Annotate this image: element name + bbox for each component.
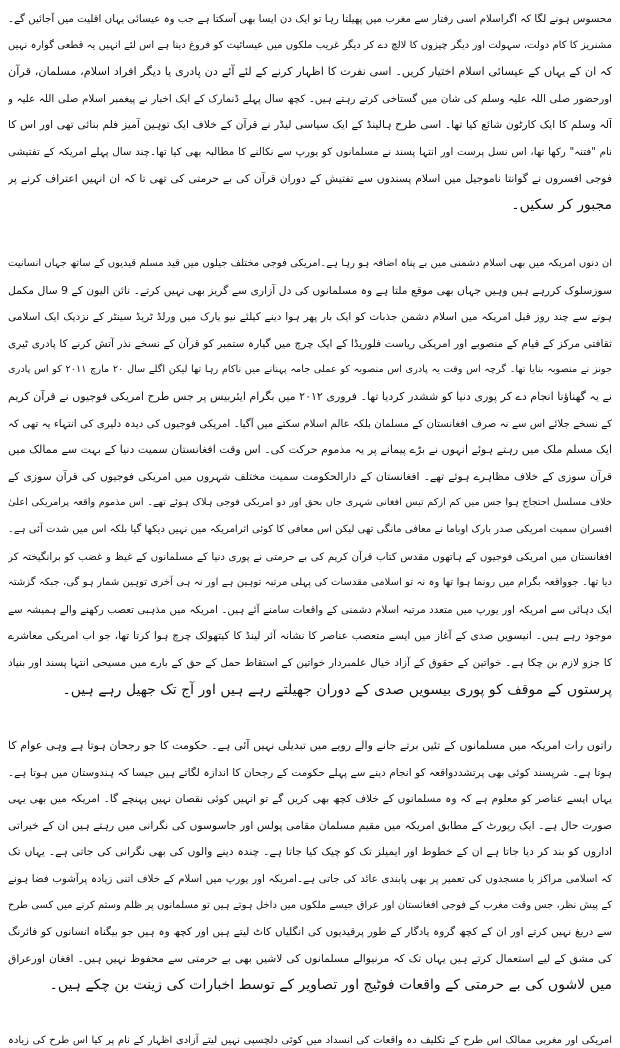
text-line: اداروں کو بند کر دیا جاتا ہے ان کے خطوط اور ایمیلز تک کو چیک کیا جاتا ہے۔ چندہ دینے والوں کی بھی نگرانی کی جاتی ہے۔ یہاں تک [8,845,612,859]
text-line: دیا تھا۔ جوواقعہ بگرام میں رونما ہوا تھا وہ نہ تو اسلامی مقدسات کی پہلی مرتبہ توہین ہے اور نہ ہی آخری توہین شمار ہو گی، جبکہ گزشتہ [8,577,612,589]
text-line: پرستوں کے موقف کو پوری بیسویں صدی کے دوران جھیلتے رہے ہیں اور آج تک جھیل رہے ہیں۔ [62,681,612,698]
paragraph-2 [8,251,612,703]
paragraph-4 [8,1028,612,1048]
text-line: اورحضور صلی اللہ علیہ وسلم کی شان میں گستاخی کرتے رہتے ہیں۔ کچھ سال پہلے ڈنمارک کے ایک اخبار نے پیغمبر اسلام صلی اللہ علیہ و [8,92,612,105]
text-line: مشنریز کا کام دولت، سہولت اور دیگر چیزوں کا لالچ دے کر دیگر غریب ملکوں میں عیسائیت کو فروغ دینا ہے اس لئے انہیں یہ قطعی گوارہ نہیں [8,39,612,51]
text-line: کے نسخے جلائے اس سے نہ صرف افغانستان کے مسلمان بلکہ عالم اسلام سکتے میں آگیا۔ امریکی فوجیوں کی دیدہ دلیری کی انتہاء یہ تھی کہ [8,417,612,430]
text-line: صورت حال ہے۔ ایک رپورٹ کے مطابق امریکہ میں مقیم مسلمان مقامی پولس اور جاسوسوں کی نگرانی میں رہتے ہیں ان کے خیراتی [8,818,612,832]
text-line: مجبور کر سکیں۔ [511,197,612,214]
text-line: ایک دہائی سے امریکہ اور یورپ میں متعدد مرتبہ اسلام دشمنی کے واقعات سامنے آئے ہیں۔ امریکہ میں مذہبی تعصب رکھنے والے ہمیشہ سے [8,603,612,616]
text-line: جونز نے منصوبہ بنایا تھا۔ گرچہ اس وقت یہ پادری اس منصوبہ کو عملی جامہ پہنانے میں ناکام رہا تھا لیکن اگلے سال ۲۰ مارچ ۲۰۱۱ کو اس پادری [8,364,612,376]
text-line: محسوس ہونے لگا کہ اگراسلام اسی رفتار سے مغرب میں پھیلتا رہا تو ایک دن ایسا بھی آسکتا ہے جب وہ عیسائی یہاں اقلیت میں آجائیں گے۔ [8,13,612,25]
text-line: ان دنوں امریکہ میں بھی اسلام دشمنی میں بے پناہ اضافہ ہو رہا ہے۔امریکی فوجی مختلف جیلوں میں قید مسلم قیدیوں کے ساتھ جہاں انسانیت [8,258,612,269]
text-line: خلاف مسلسل احتجاج ہوا جس میں کم ازکم تیس افغانی شہری جاں بحق اور دو امریکی فوجی ہلاک ہوئے تھے۔ اس مذموم واقعہ پرامریکی اعلیٰ [8,497,612,509]
text-line: راتوں رات امریکہ میں مسلمانوں کے تئیں برتے جانے والے رویے میں تبدیلی نہیں آئی ہے۔ حکومت کا جو رجحان ہوتا ہے وہی عوام کا [8,739,612,752]
text-line: کے پیش نظر، جس وقت مغرب کے فوجی افغانستان اور عراق جیسے ملکوں میں داخل ہوتے ہیں تو مسلمانوں پر ظلم وستم کرنے میں کسی طرح [8,899,612,911]
text-line: قرآن سوزی کے خلاف مظاہرے ہوئے تھے۔ افغانستان کے دارالحکومت سمیت مختلف شہروں میں امریکی فوجیوں کی قرآن سوزی کے [8,469,612,483]
text-line: سے دریغ نہیں کرتے اور ان کے کچھ گروہ یادگار کے طور پرقیدیوں کی انگلیاں کاٹ لیتے ہیں اور کچھ وہ ہیں جو بیگناہ انسانوں کو فائرنگ [8,926,612,939]
text-line: ہوتا ہے۔ شرپسند کوئی بھی پرتشددواقعہ کو انجام دینے سے پہلے حکومت کے رجحان کا اندازہ لگاتے ہیں جیسا کہ ہندوستان میں ہوتا ہے۔ [8,766,612,779]
text-line: آلہ وسلم کا ایک کارٹون شائع کیا تھا۔ اسی طرح ہالینڈ کے ایک سیاسی لیڈر نے قرآن کے خلاف ایک توہین آمیز فلم بنائی تھی اور اس کا [8,118,612,132]
text-line: فوجی افسروں نے گوانتا ناموجیل میں اسلام پسندوں سے تفتیش کے دوران قرآن کی بے حرمتی کی تھی تا کہ ان انہیں اعتراف کرنے پر [8,171,612,185]
text-line: افسران سمیت امریکی صدر بارک اوباما نے معافی مانگی تھی لیکن اس معافی کا کوئی اثرامریکہ میں نہیں دیکھا گیا بلکہ اس میں شدت آئی ہے۔ [8,523,612,535]
text-line: امریکی اور مغربی ممالک اس طرح کے تکلیف دہ واقعات کی انسداد میں کوئی دلچسپی نہیں لیتے آزادی اظہار کے نام پر کیا اس طرح کی زیادہ [8,1035,612,1046]
text-line: کہ اسلامی مراکز یا مسجدوں کی تعمیر پر بھی پابندی عائد کی جاتی ہے۔امریکہ اور یورپ میں اسلام کے خلاف اتنی زیادہ پرآشوب فضا ہونے [8,872,612,885]
text-line: ثقافتی مرکز کے قیام کے منصوبے اور امریکی ریاست فلوریڈا کے ایک چرچ میں گیارہ ستمبر کو قرآن کے نسخے نذر آتش کرنے کا پادری ٹیری [8,337,612,350]
text-line: افغانستان میں امریکی فوجیوں کے ہاتھوں مقدس کتاب قرآن کریم کی بے حرمتی نے پوری دنیا کے مسلمانوں کے غیظ و غضب کو برانگیختہ کر [8,550,612,563]
text-line: کا جزو لازم بن چکا ہے۔ خواتین کے حقوق کے آزاد خیال علمبردار خواتین کے استقاط حمل کے حق کے بارے میں مسیحی انتہا پسند اور بنیاد [8,656,612,669]
text-line: کہ ان کے یہاں کے عیسائی اسلام اختیار کریں۔ اسی نفرت کا اظہار کرنے کے لئے آئے دن پادری یا دیگر افراد اسلام، مسلمان، قرآن [8,65,612,79]
text-line: نے یہ گھناؤنا انجام دے کر پوری دنیا کو ششدر کردیا تھا۔ فروری ۲۰۱۲ میں بگرام ایئربیس پر جس طرح امریکی فوجیوں نے قرآن کریم [8,389,612,403]
text-line: ہونے سے چند روز قبل امریکہ میں اسلام دشمن جذبات کو ایک بار پھر ہوا دینے کیلئے نیو یارک میں ورلڈ ٹریڈ سینٹر کے نزدیک ایک اسلامی [8,311,612,324]
text-line: سوزسلوک کررہے ہیں وہیں جہاں بھی موقع ملتا ہے وہ مسلمانوں کی دل آزاری سے گریز بھی نہیں کرتے۔ نائن الیون کے 9 سال مکمل [8,283,612,297]
text-line: میں لاشوں کی بے حرمتی کے واقعات فوٹیج اور تصاویر کے توسط اخبارات کی زینت بن چکے ہیں۔ [49,977,612,994]
paragraph-1 [8,6,612,219]
text-line: نام "فتنہ" رکھا تھا، اس نسل پرست اور انتہا پسند نے مسلمانوں کو یورپ سے نکالنے کا مطالبہ بھی کیا تھا۔چند سال پہلے امریکہ کے تفتیشی [8,145,612,158]
text-line: ایک مسلم ملک میں رہتے ہوئے انہوں نے بڑے پیمانے پر یہ مذموم حرکت کی۔ اس وقت افغانستان سمیت دنیا کے بہت سے ممالک میں [8,443,612,457]
paragraph-3 [8,733,612,999]
text-line: کی مشق کے لیے استعمال کرتے ہیں یہاں تک کہ مرنیوالے مسلمانوں کی لاشیں بھی بے حرمتی سے محفوظ نہیں ہیں۔ افغان اورعراق [8,951,612,965]
text-line: یہاں ایسے عناصر کو معلوم ہے کہ وہ مسلمانوں کے خلاف کچھ بھی کریں گے تو انہیں کوئی نقصان نہیں پہنچے گا۔ امریکہ میں بھی یہی [8,793,612,806]
text-line: موجود رہے ہیں۔ انیسویں صدی کے آغاز میں ایسے متعصب عناصر کا نشانہ آئر لینڈ کا کیتھولک چرچ ہوا کرتا تھا، جو اب امریکی معاشرے [8,630,612,643]
